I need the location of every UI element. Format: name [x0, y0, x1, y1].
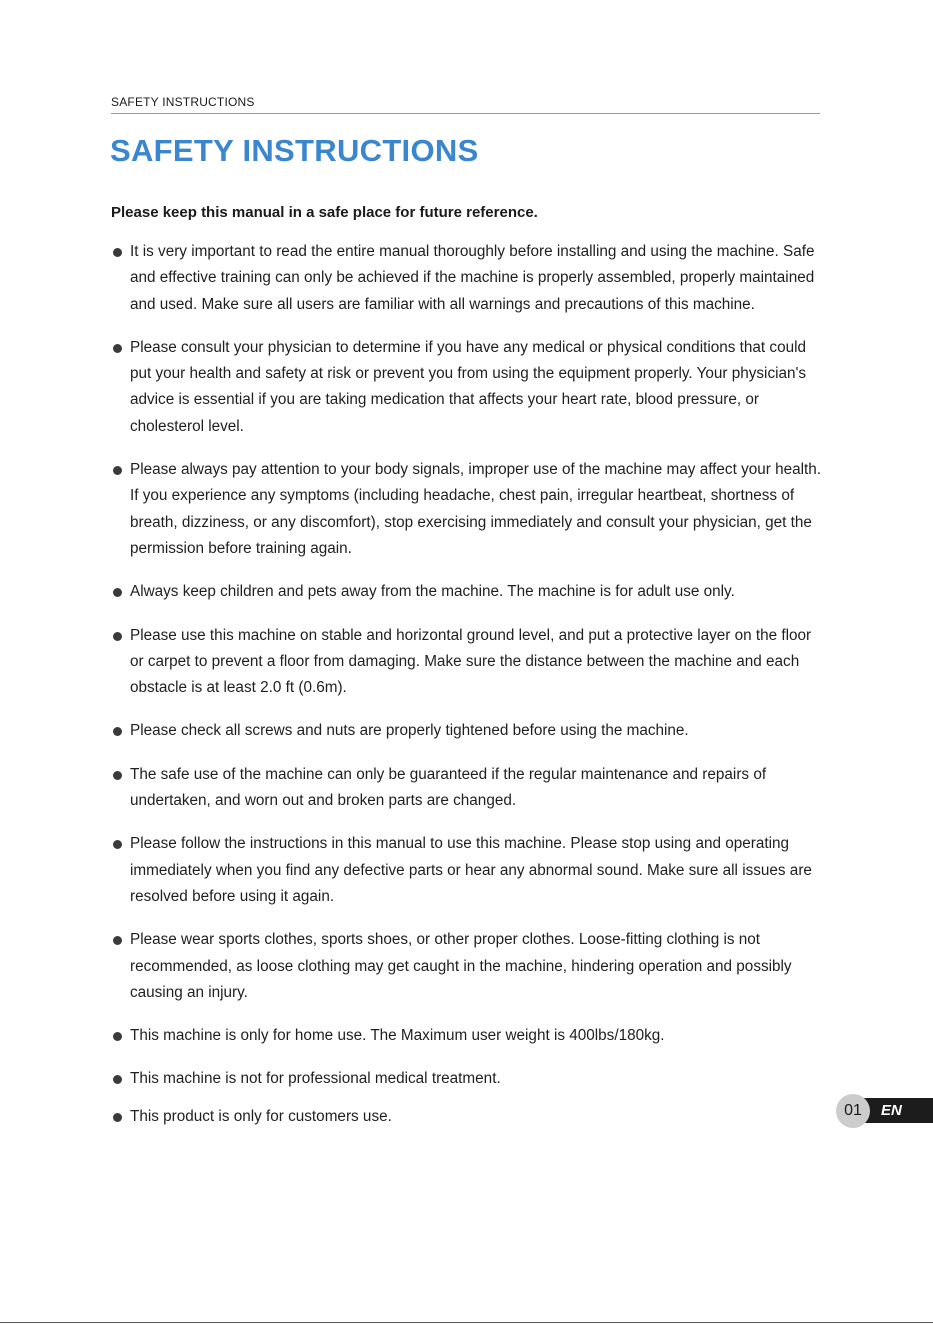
list-item-text: Please always pay attention to your body signals, improper use of the machine may affect your health. If you experience any symptoms (including headache, chest pain, irregular heartbeat, shortness of breath, dizziness, or any discomfort), stop exercising immediately and consult your physician, get the permission before training again. [130, 461, 822, 557]
list-item [111, 239, 823, 318]
header-divider [111, 113, 820, 114]
list-item [111, 579, 823, 605]
list-item [111, 1104, 823, 1130]
list-item [111, 1023, 823, 1049]
bullet-icon [113, 1032, 122, 1041]
list-item [111, 457, 823, 562]
list-item-text: Always keep children and pets away from the machine. The machine is for adult use only. [130, 583, 735, 601]
bullet-icon [113, 727, 122, 736]
bullet-icon [113, 344, 122, 353]
list-item-text: Please check all screws and nuts are properly tightened before using the machine. [130, 722, 689, 740]
list-item-text: It is very important to read the entire manual thoroughly before installing and using the machine. Safe and effective training can only be achieved if the machine is properly assembled, properly maintained and used. Make sure all users are familiar with all warnings and precautions of this machine. [130, 243, 815, 313]
page-title: SAFETY INSTRUCTIONS [110, 133, 479, 168]
bullet-icon [113, 466, 122, 475]
list-item [111, 927, 823, 1006]
language-label: EN [881, 1102, 902, 1119]
bullet-icon [113, 936, 122, 945]
list-item [111, 762, 823, 815]
bullet-icon [113, 248, 122, 257]
safety-list [111, 239, 823, 1147]
running-header: SAFETY INSTRUCTIONS [111, 95, 255, 109]
footer-divider [0, 1322, 933, 1323]
list-item [111, 718, 823, 744]
bullet-icon [113, 840, 122, 849]
list-item-text: The safe use of the machine can only be guaranteed if the regular maintenance and repairs of undertaken, and worn out and broken parts are changed. [130, 765, 767, 810]
list-item [111, 623, 823, 702]
bullet-icon [113, 1113, 122, 1122]
list-item-text: This machine is not for professional medical treatment. [130, 1070, 501, 1088]
list-item [111, 831, 823, 910]
intro-text: Please keep this manual in a safe place for future reference. [111, 204, 538, 221]
bullet-icon [113, 1075, 122, 1084]
list-item-text: This product is only for customers use. [130, 1107, 392, 1125]
list-item-text: Please follow the instructions in this manual to use this machine. Please stop using and operating immediately when you find any defective parts or hear any abnormal sound. Make sure all issues are resolved before using it again. [130, 835, 812, 905]
bullet-icon [113, 771, 122, 780]
bullet-icon [113, 632, 122, 641]
page-number: 01 [836, 1094, 870, 1128]
bullet-icon [113, 588, 122, 597]
list-item-text: Please use this machine on stable and horizontal ground level, and put a protective layer on the floor or carpet to prevent a floor from damaging. Make sure the distance between the machine and each obstacle is at least 2.0 ft (0.6m). [130, 626, 812, 697]
page-badge [836, 1094, 933, 1128]
list-item-text: This machine is only for home use. The Maximum user weight is 400lbs/180kg. [130, 1027, 665, 1045]
list-item-text: Please wear sports clothes, sports shoes, or other proper clothes. Loose-fitting clothing is not recommended, as loose clothing may get caught in the machine, hindering operation and possibly causing an injury. [130, 931, 792, 1001]
list-item [111, 1066, 823, 1092]
list-item [111, 335, 823, 440]
list-item-text: Please consult your physician to determine if you have any medical or physical conditions that could put your health and safety at risk or prevent you from using the equipment properly. Your physician's advice is essential if you are taking medication that affects your heart rate, blood pressure, or cholesterol level. [130, 338, 807, 435]
